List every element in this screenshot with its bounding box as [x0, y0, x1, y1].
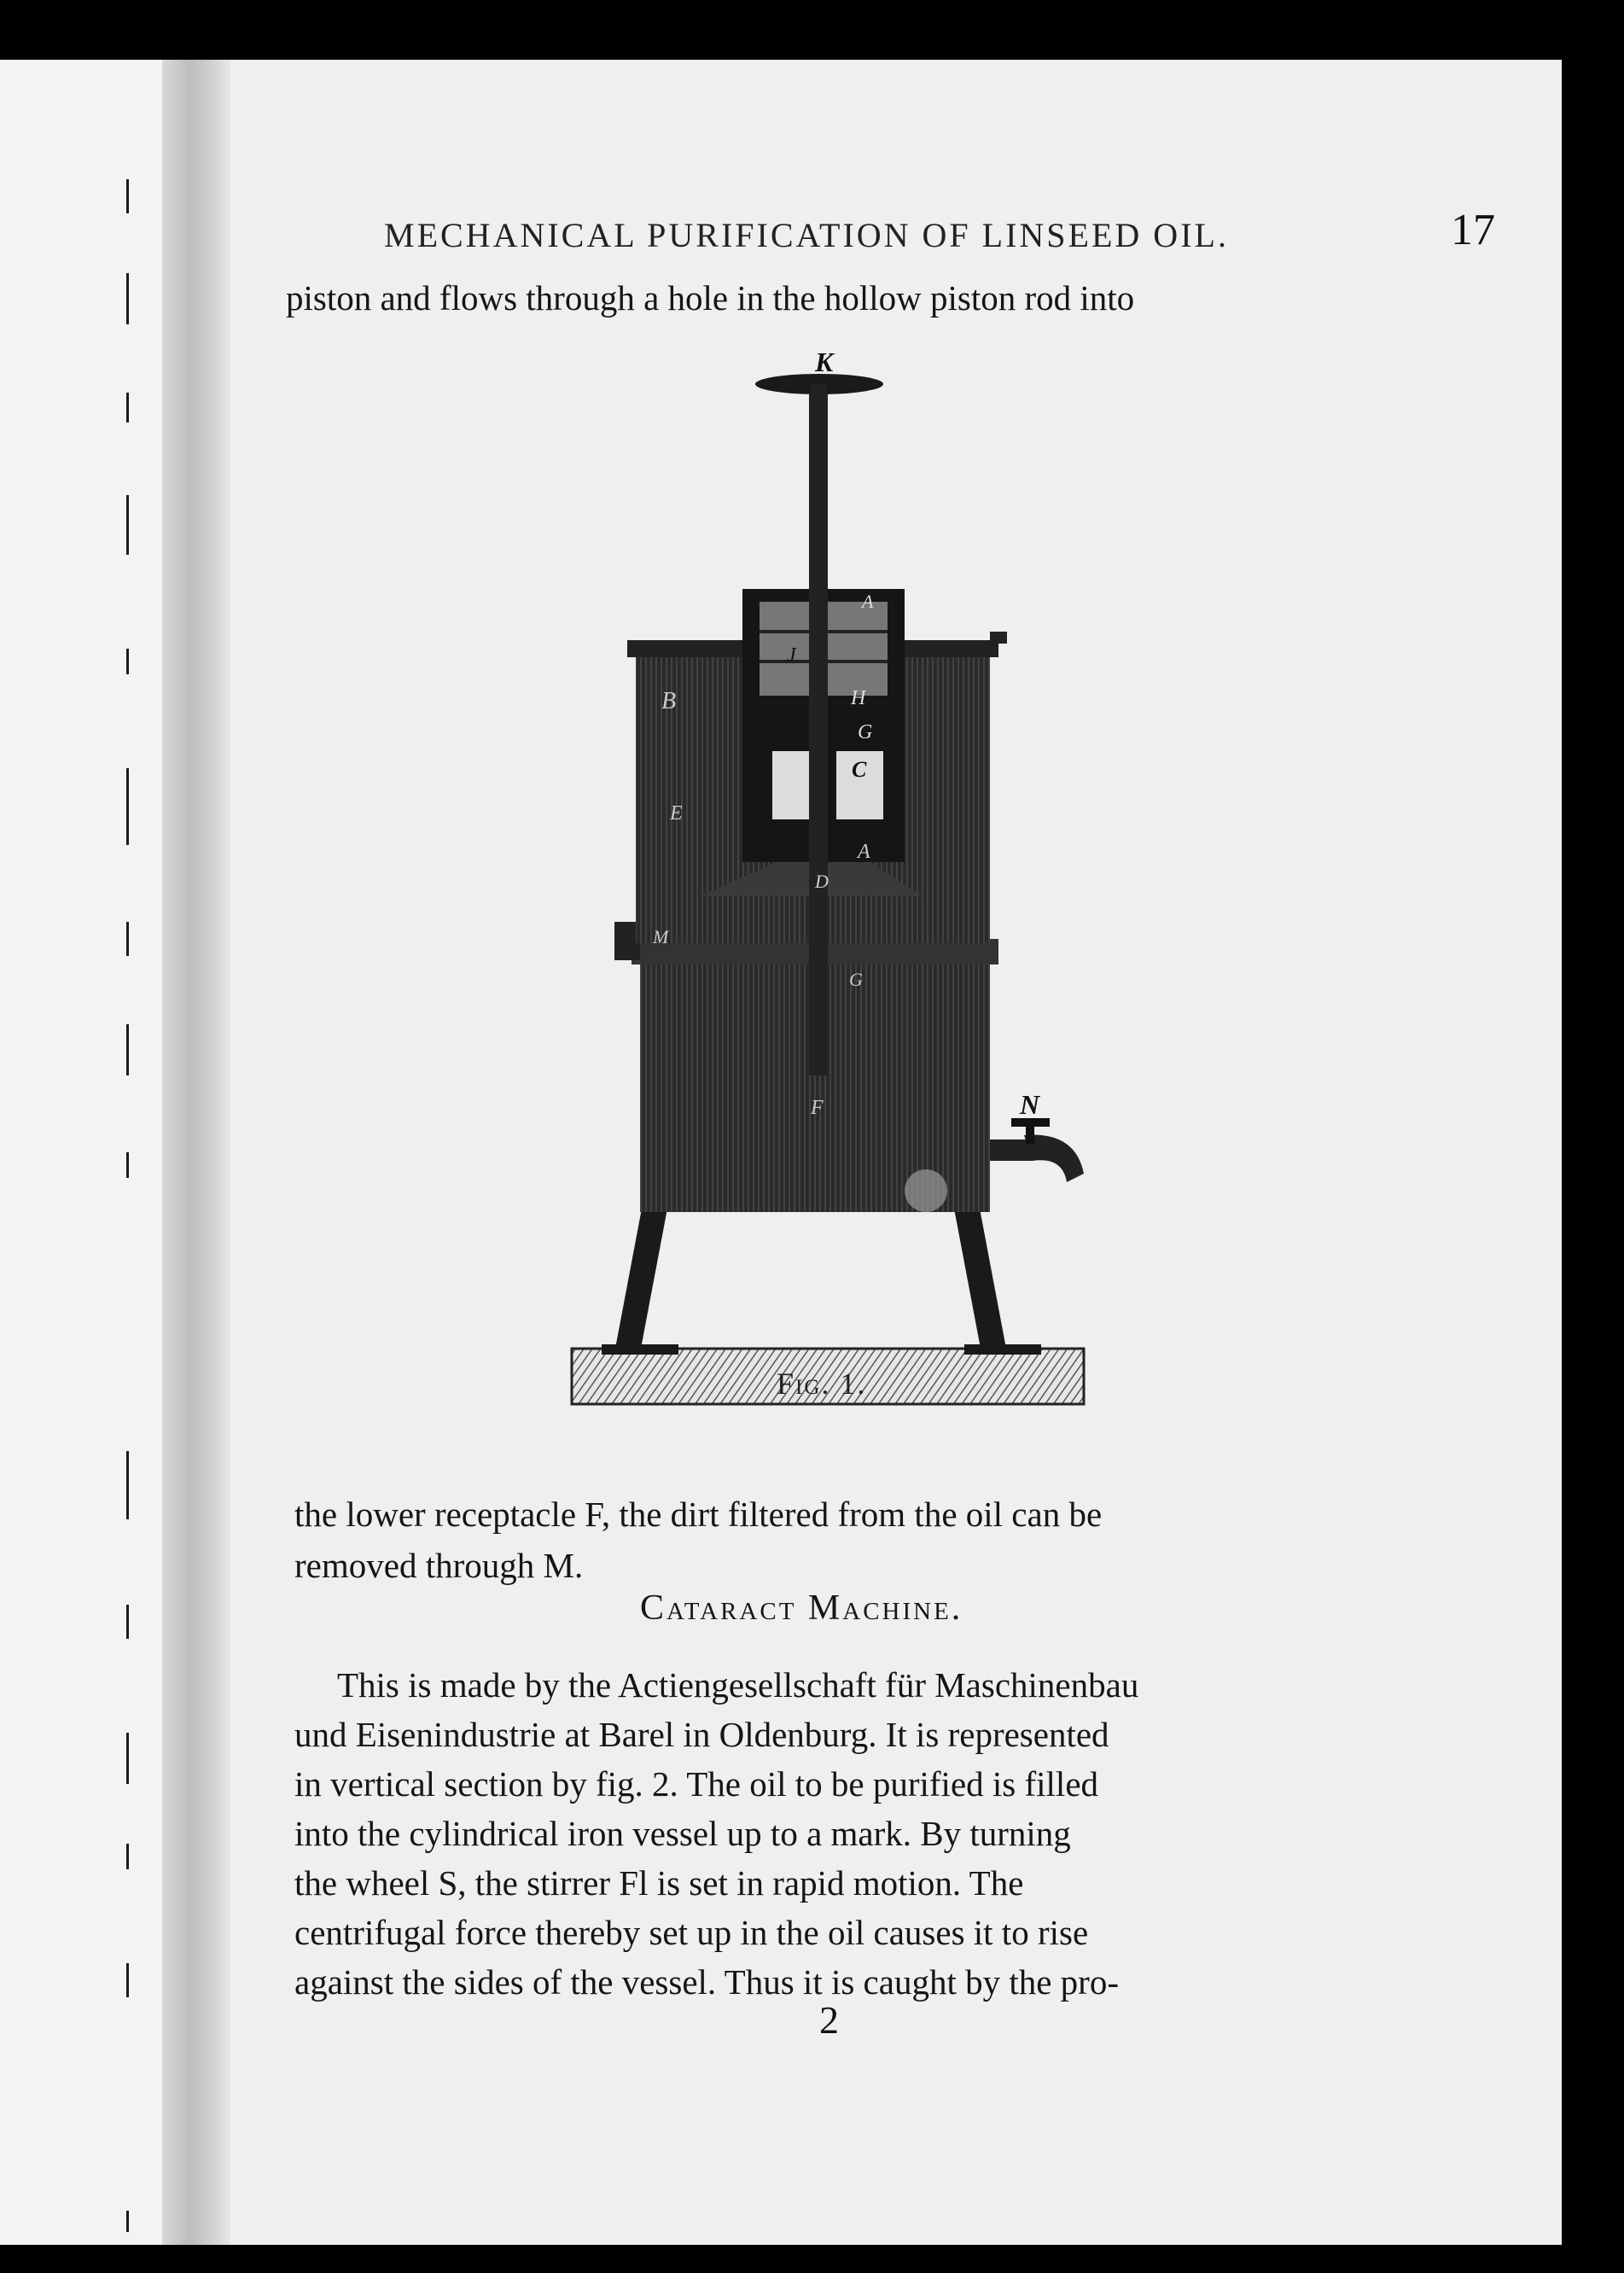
- running-head-title: MECHANICAL PURIFICATION OF LINSEED OIL.: [384, 216, 1229, 254]
- paragraph-line: the wheel S, the stirrer Fl is set in rapid motion. The: [294, 1863, 1024, 1903]
- paragraph-line: into the cylindrical iron vessel up to a mark. By turning: [294, 1814, 1071, 1853]
- signature-mark: 2: [819, 1998, 839, 2042]
- page-number-top: 17: [1451, 206, 1495, 254]
- facing-page-edge: [0, 60, 162, 2245]
- label-a-mid: A: [858, 841, 870, 863]
- label-k: K: [815, 347, 834, 377]
- paragraph-line: removed through M.: [294, 1546, 584, 1585]
- label-g-lower: G: [849, 969, 863, 990]
- figure-caption: Fig. 1.: [777, 1367, 867, 1401]
- scan-border: [1562, 60, 1624, 2245]
- label-m: M: [653, 926, 669, 947]
- figure-1-illustration: [563, 341, 1161, 1425]
- label-c: C: [852, 757, 867, 782]
- label-d: D: [815, 871, 829, 892]
- running-head: [384, 196, 1579, 256]
- label-j: J: [787, 644, 796, 667]
- label-b: B: [661, 688, 677, 714]
- label-g-upper: G: [858, 721, 873, 743]
- paragraph-line: centrifugal force thereby set up in the oil causes it to rise: [294, 1913, 1089, 1952]
- label-f: F: [811, 1097, 824, 1119]
- paragraph-line: the lower receptacle F, the dirt filtered from the oil can be: [294, 1495, 1103, 1534]
- facing-page-marks: [119, 171, 137, 2236]
- label-e: E: [670, 802, 683, 825]
- label-n: N: [1020, 1089, 1040, 1120]
- paragraph-line: in vertical section by fig. 2. The oil to be purified is filled: [294, 1764, 1099, 1804]
- book-gutter: [162, 60, 230, 2245]
- label-a-top: A: [862, 591, 874, 612]
- section-heading: Cataract Machine.: [640, 1588, 963, 1628]
- paragraph-line: This is made by the Actiengesellschaft für Maschinenbau: [337, 1665, 1139, 1705]
- paragraph-line: against the sides of the vessel. Thus it is caught by the pro-: [294, 1962, 1119, 2002]
- book-page: [230, 60, 1562, 2245]
- paragraph-line: und Eisenindustrie at Barel in Oldenburg. It is represented: [294, 1715, 1109, 1754]
- text-line: piston and flows through a hole in the hollow piston rod into: [286, 278, 1135, 318]
- label-h: H: [851, 687, 866, 709]
